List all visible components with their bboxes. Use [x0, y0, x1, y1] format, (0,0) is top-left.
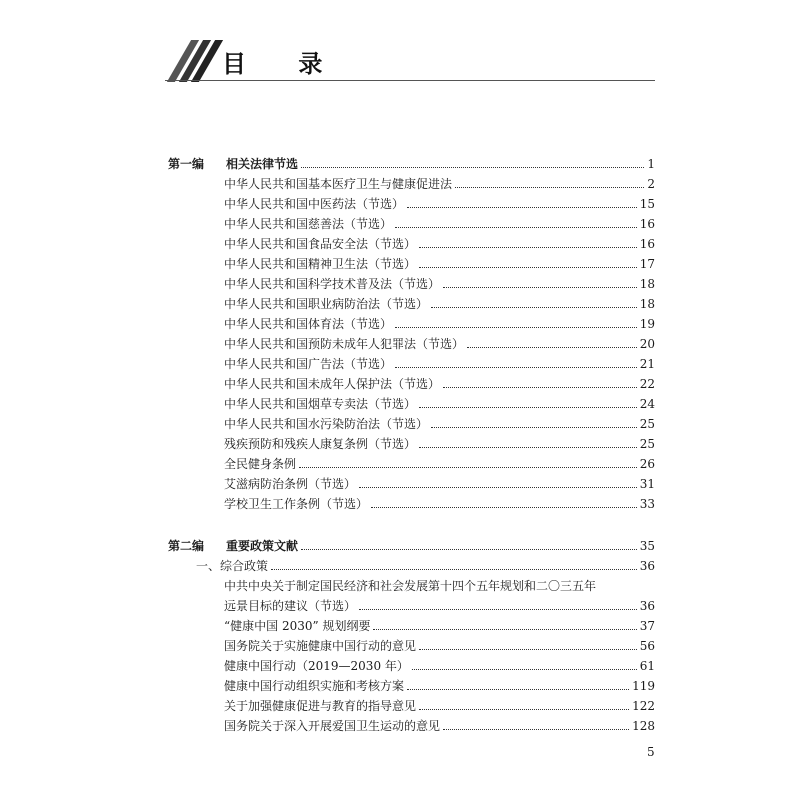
page-ref: 20 [639, 337, 655, 351]
leader-dots [407, 689, 629, 690]
entry-title: 中共中央关于制定国民经济和社会发展第十四个五年规划和二〇三五年 [224, 579, 597, 593]
toc-entry[interactable] [224, 312, 655, 332]
entry-title: 学校卫生工作条例（节选） [224, 497, 369, 511]
page-ref: 37 [639, 619, 655, 633]
leader-dots [395, 227, 637, 228]
entry-title: 中华人民共和国精神卫生法（节选） [224, 257, 417, 271]
toc-entry[interactable] [224, 232, 655, 252]
leader-dots [299, 467, 637, 468]
leader-dots [419, 407, 637, 408]
leader-dots [419, 247, 637, 248]
leader-dots [301, 167, 644, 168]
leader-dots [419, 267, 637, 268]
page-ref: 1 [647, 157, 655, 171]
leader-dots [431, 307, 637, 308]
entry-title: 中华人民共和国体育法（节选） [224, 317, 393, 331]
leader-dots [431, 427, 637, 428]
toc-entry-line1[interactable] [224, 574, 655, 594]
entry-title: 中华人民共和国基本医疗卫生与健康促进法 [224, 177, 453, 191]
entry-title: 中华人民共和国广告法（节选） [224, 357, 393, 371]
toc-entry[interactable] [224, 212, 655, 232]
page-ref: 25 [639, 417, 655, 431]
page-title: 目 录 [222, 50, 345, 78]
entry-title: 中华人民共和国食品安全法（节选） [224, 237, 417, 251]
entry-title: 中华人民共和国科学技术普及法（节选） [224, 277, 441, 291]
page-ref: 128 [632, 719, 655, 733]
toc-entry[interactable] [224, 654, 655, 674]
page-ref: 19 [639, 317, 655, 331]
part-number: 第二编 [168, 539, 205, 553]
page-ref: 31 [639, 477, 655, 491]
page-ref: 36 [639, 559, 655, 573]
page-ref: 16 [639, 237, 655, 251]
leader-dots [419, 447, 637, 448]
page-ref: 56 [639, 639, 655, 653]
entry-title: 中华人民共和国慈善法（节选） [224, 217, 393, 231]
page-ref: 25 [639, 437, 655, 451]
toc-entry[interactable] [224, 694, 655, 714]
entry-title: 中华人民共和国水污染防治法（节选） [224, 417, 429, 431]
page-ref: 26 [639, 457, 655, 471]
page-ref: 122 [632, 699, 655, 713]
toc-entry[interactable] [224, 272, 655, 292]
leader-dots [373, 629, 636, 630]
page-ref: 17 [639, 257, 655, 271]
entry-title: 艾滋病防治条例（节选） [224, 477, 357, 491]
entry-title: 国务院关于深入开展爱国卫生运动的意见 [224, 719, 441, 733]
leader-dots [443, 729, 629, 730]
toc-part-1[interactable] [168, 152, 655, 172]
entry-title: 关于加强健康促进与教育的指导意见 [224, 699, 417, 713]
page-ref: 22 [639, 377, 655, 391]
entry-title: 远景目标的建议（节选） [224, 599, 357, 613]
leader-dots [443, 287, 637, 288]
page-ref: 24 [639, 397, 655, 411]
entry-title: 健康中国行动组织实施和考核方案 [224, 679, 405, 693]
entry-title: 残疾预防和残疾人康复条例（节选） [224, 437, 417, 451]
toc-section[interactable] [196, 554, 655, 574]
leader-dots [419, 709, 629, 710]
leader-dots [359, 487, 637, 488]
leader-dots [359, 609, 637, 610]
page-ref: 36 [639, 599, 655, 613]
page-ref: 15 [639, 197, 655, 211]
leader-dots [407, 207, 637, 208]
leader-dots [443, 387, 637, 388]
page-ref: 18 [639, 277, 655, 291]
toc-entry[interactable] [224, 412, 655, 432]
entry-title: 全民健身条例 [224, 457, 297, 471]
toc-entry[interactable] [224, 472, 655, 492]
leader-dots [395, 367, 637, 368]
toc-entry[interactable] [224, 452, 655, 472]
part-title: 相关法律节选 [226, 157, 299, 171]
leader-dots [271, 569, 637, 570]
toc-part-2[interactable] [168, 534, 655, 554]
toc-entry[interactable] [224, 634, 655, 654]
page-ref: 35 [639, 539, 655, 553]
entry-title: “健康中国 2030” 规划纲要 [224, 619, 371, 633]
entry-title: 中华人民共和国中医药法（节选） [224, 197, 405, 211]
toc-entry[interactable] [224, 352, 655, 372]
toc-entry[interactable] [224, 674, 655, 694]
page-ref: 33 [639, 497, 655, 511]
page-ref: 119 [632, 679, 655, 693]
toc-entry[interactable] [224, 594, 655, 614]
entry-title: 中华人民共和国预防未成年人犯罪法（节选） [224, 337, 465, 351]
entry-title: 国务院关于实施健康中国行动的意见 [224, 639, 417, 653]
toc-entry[interactable] [224, 392, 655, 412]
page-number: 5 [647, 745, 655, 759]
toc-entry[interactable] [224, 714, 655, 734]
toc-entry[interactable] [224, 192, 655, 212]
page-ref: 16 [639, 217, 655, 231]
section-title: 一、综合政策 [196, 559, 269, 573]
part-number: 第一编 [168, 157, 205, 171]
entry-title: 健康中国行动（2019—2030 年） [224, 659, 409, 673]
toc-entry[interactable] [224, 292, 655, 312]
toc-entry[interactable] [224, 372, 655, 392]
leader-dots [467, 347, 637, 348]
toc-entry[interactable] [224, 332, 655, 352]
page-ref: 18 [639, 297, 655, 311]
toc-entry[interactable] [224, 432, 655, 452]
page-ref: 61 [639, 659, 655, 673]
leader-dots [395, 327, 637, 328]
toc-entry[interactable] [224, 492, 655, 512]
leader-dots [301, 549, 637, 550]
part-title: 重要政策文献 [226, 539, 299, 553]
leader-dots [412, 669, 637, 670]
entry-title: 中华人民共和国职业病防治法（节选） [224, 297, 429, 311]
entry-title: 中华人民共和国烟草专卖法（节选） [224, 397, 417, 411]
toc-entry[interactable] [224, 252, 655, 272]
page-ref: 21 [639, 357, 655, 371]
toc-entry[interactable] [224, 614, 655, 634]
leader-dots [419, 649, 637, 650]
toc-entry[interactable] [224, 172, 655, 192]
page-ref: 2 [647, 177, 655, 191]
leader-dots [371, 507, 637, 508]
entry-title: 中华人民共和国未成年人保护法（节选） [224, 377, 441, 391]
leader-dots [455, 187, 644, 188]
